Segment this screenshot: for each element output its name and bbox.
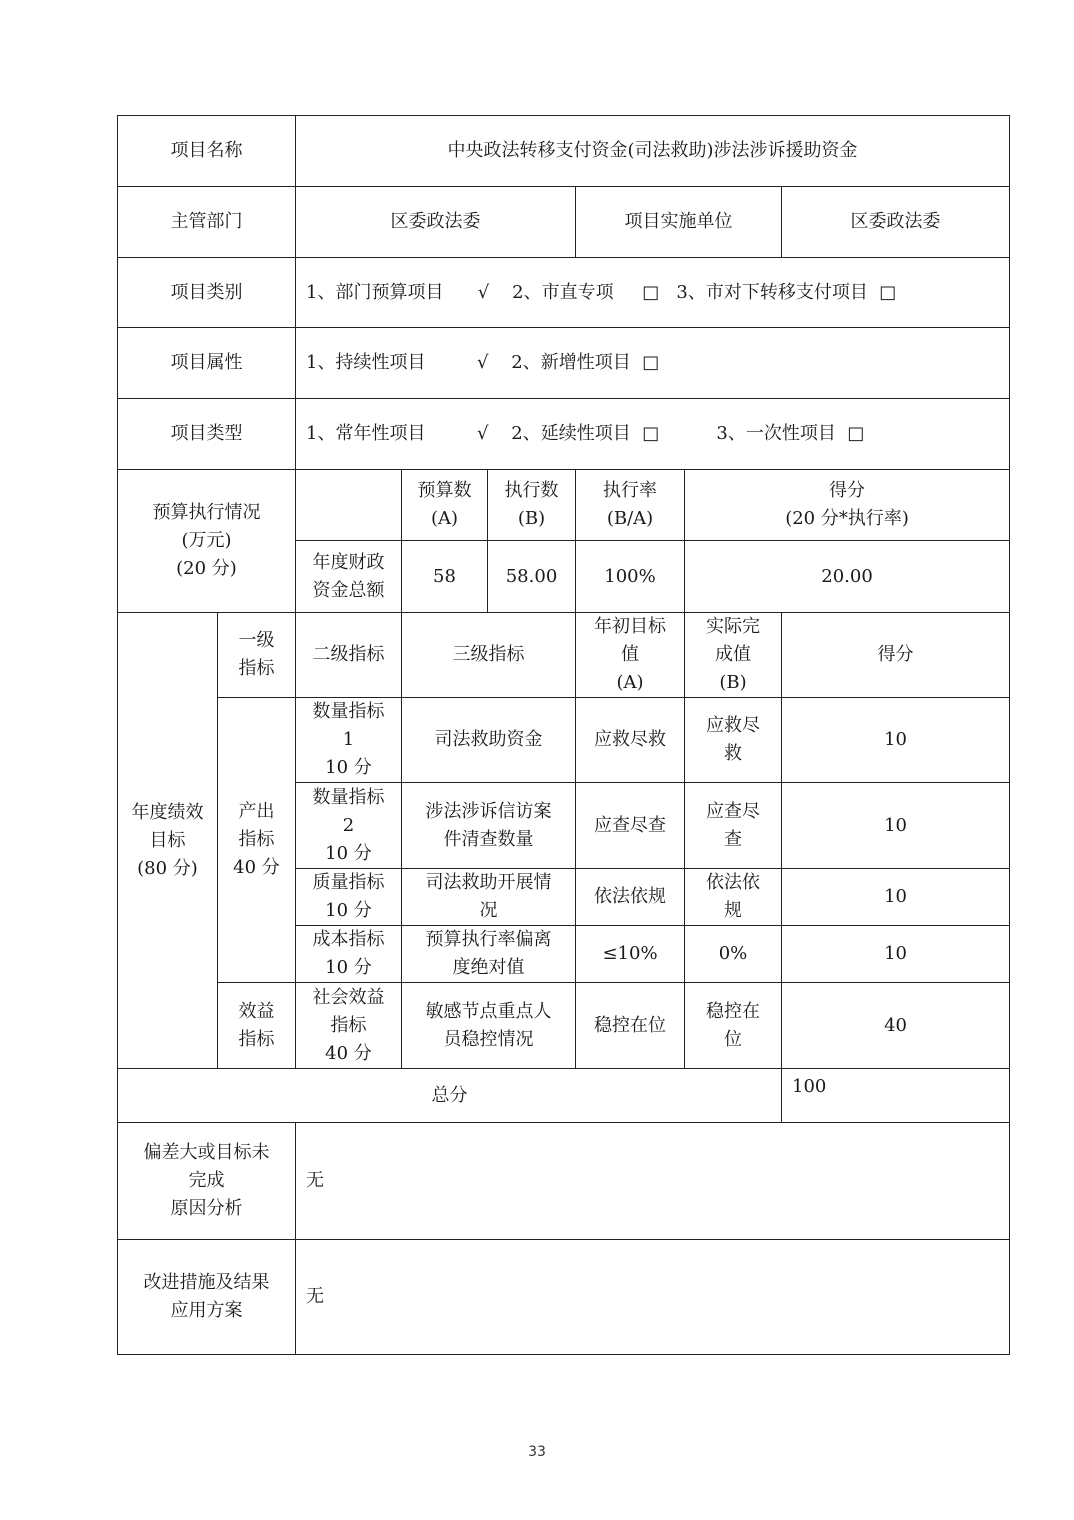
indicator-level3: 敏感节点重点人 员稳控情况 xyxy=(402,983,576,1069)
row-department xyxy=(118,187,1010,258)
perf-header-target: 年初目标 值 (A) xyxy=(576,613,685,698)
budget-col-exec: 执行数 (B) xyxy=(488,470,576,541)
indicator-actual: 稳控在 位 xyxy=(685,983,782,1069)
indicator-level3: 司法救助开展情 况 xyxy=(402,869,576,926)
improve-label: 改进措施及结果 应用方案 xyxy=(118,1240,296,1355)
indicator-score: 10 xyxy=(782,698,1010,783)
project-name-value: 中央政法转移支付资金(司法救助)涉法涉诉援助资金 xyxy=(296,116,1010,187)
indicator-target: 应救尽救 xyxy=(576,698,685,783)
output-group-label: 产出 指标 40 分 xyxy=(218,698,296,983)
indicator-score: 10 xyxy=(782,926,1010,983)
indicator-score: 10 xyxy=(782,869,1010,926)
indicator-level2: 成本指标 10 分 xyxy=(296,926,402,983)
perf-header-level1: 一级 指标 xyxy=(218,613,296,698)
budget-col-budget: 预算数 (A) xyxy=(402,470,488,541)
perf-header-level3: 三级指标 xyxy=(402,613,576,698)
dept-label: 主管部门 xyxy=(118,187,296,258)
budget-col-score: 得分 (20 分*执行率) xyxy=(685,470,1010,541)
project-name-label: 项目名称 xyxy=(118,116,296,187)
row-attribute xyxy=(118,328,1010,399)
budget-value: 58 xyxy=(402,541,488,613)
attribute-label: 项目属性 xyxy=(118,328,296,399)
indicator-level3: 涉法涉诉信访案 件清查数量 xyxy=(402,783,576,869)
improve-value: 无 xyxy=(296,1240,1010,1355)
total-label: 总分 xyxy=(118,1069,782,1123)
table-row xyxy=(118,983,1010,1069)
dept-value: 区委政法委 xyxy=(296,187,576,258)
score-value: 20.00 xyxy=(685,541,1010,613)
indicator-level2: 数量指标 1 10 分 xyxy=(296,698,402,783)
perf-header-score: 得分 xyxy=(782,613,1010,698)
indicator-score: 10 xyxy=(782,783,1010,869)
indicator-target: 稳控在位 xyxy=(576,983,685,1069)
category-label: 项目类别 xyxy=(118,258,296,328)
category-options: 1、部门预算项目 √ 2、市直专项 □ 3、市对下转移支付项目 □ xyxy=(296,258,1010,328)
type-options: 1、常年性项目 √ 2、延续性项目 □ 3、一次性项目 □ xyxy=(296,399,1010,470)
row-total xyxy=(118,1069,1010,1123)
indicator-level2: 质量指标 10 分 xyxy=(296,869,402,926)
budget-col-rate: 执行率 (B/A) xyxy=(576,470,685,541)
indicator-actual: 依法依 规 xyxy=(685,869,782,926)
page-number: 33 xyxy=(528,1444,546,1460)
budget-row-label: 年度财政 资金总额 xyxy=(296,541,402,613)
benefit-group-label: 效益 指标 xyxy=(218,983,296,1069)
budget-empty-cell xyxy=(296,470,402,541)
indicator-level3: 预算执行率偏离 度绝对值 xyxy=(402,926,576,983)
indicator-target: 应查尽查 xyxy=(576,783,685,869)
rate-value: 100% xyxy=(576,541,685,613)
performance-form-table xyxy=(117,115,1010,1355)
indicator-actual: 应救尽 救 xyxy=(685,698,782,783)
row-deviation xyxy=(118,1123,1010,1240)
indicator-target: 依法依规 xyxy=(576,869,685,926)
indicator-level2: 社会效益 指标 40 分 xyxy=(296,983,402,1069)
type-label: 项目类型 xyxy=(118,399,296,470)
total-value: 100 xyxy=(782,1069,1010,1123)
indicator-level3: 司法救助资金 xyxy=(402,698,576,783)
row-project-name xyxy=(118,116,1010,187)
deviation-label: 偏差大或目标未 完成 原因分析 xyxy=(118,1123,296,1240)
indicator-score: 40 xyxy=(782,983,1010,1069)
perf-header-level2: 二级指标 xyxy=(296,613,402,698)
perf-label: 年度绩效 目标 (80 分) xyxy=(118,613,218,1069)
row-category xyxy=(118,258,1010,328)
indicator-level2: 数量指标 2 10 分 xyxy=(296,783,402,869)
exec-value: 58.00 xyxy=(488,541,576,613)
row-improve xyxy=(118,1240,1010,1355)
budget-label: 预算执行情况 (万元) (20 分) xyxy=(118,470,296,613)
indicator-actual: 应查尽 查 xyxy=(685,783,782,869)
perf-header-actual: 实际完 成值 (B) xyxy=(685,613,782,698)
row-budget-header xyxy=(118,470,1010,541)
unit-value: 区委政法委 xyxy=(782,187,1010,258)
table-row xyxy=(118,698,1010,783)
attribute-options: 1、持续性项目 √ 2、新增性项目 □ xyxy=(296,328,1010,399)
row-type xyxy=(118,399,1010,470)
deviation-value: 无 xyxy=(296,1123,1010,1240)
row-perf-header xyxy=(118,613,1010,698)
indicator-target: ≤10% xyxy=(576,926,685,983)
unit-label: 项目实施单位 xyxy=(576,187,782,258)
indicator-actual: 0% xyxy=(685,926,782,983)
